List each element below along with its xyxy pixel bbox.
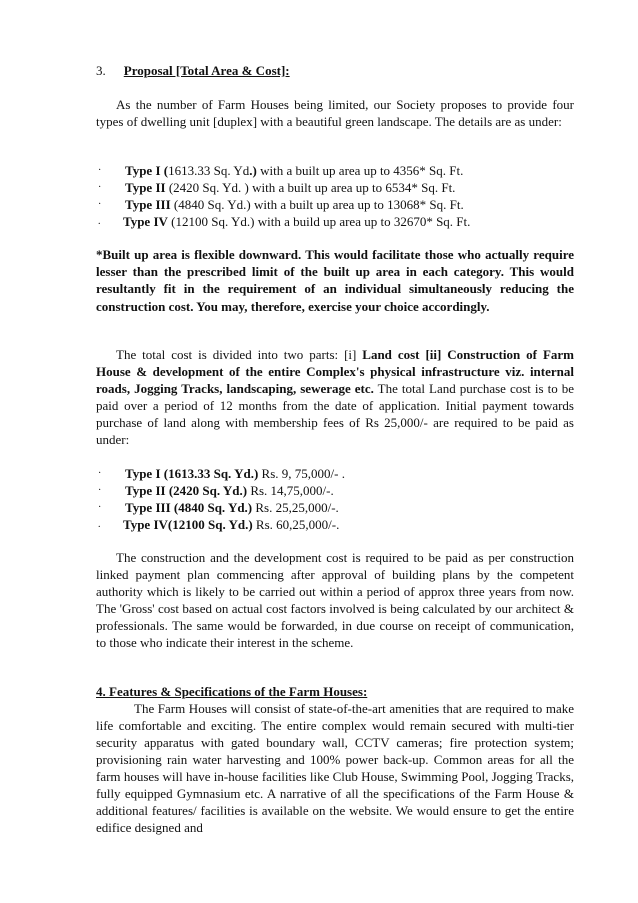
- section-3-heading: [96, 62, 574, 79]
- payment-type: Type I (1613.33 Sq. Yd.): [125, 466, 259, 481]
- cost-paragraph-intro: The total cost is divided into two parts: [i]: [116, 347, 363, 362]
- type-paren: (: [160, 163, 169, 178]
- payment-type: Type III (4840 Sq. Yd.): [125, 500, 253, 515]
- type-size: 1613.33 Sq. Yd: [168, 163, 250, 178]
- type-detail: with a build up area up to 32670* Sq. Ft.: [254, 214, 471, 229]
- list-bullet: ·: [98, 485, 102, 496]
- cost-paragraph: [96, 346, 574, 448]
- cost-paragraph-bold: Land cost [ii] Construction of Farm House & development of the entire Complex's physical infrastructure viz. internal roads, Jogging Tracks, landscaping, sewerage etc.: [96, 347, 574, 396]
- type-paren: (: [165, 180, 174, 195]
- type-size: 12100 Sq. Yd.): [175, 214, 255, 229]
- type-detail: with a built up area up to 4356* Sq. Ft.: [256, 163, 464, 178]
- payment-type: Type II (2420 Sq. Yd.): [125, 483, 248, 498]
- type-size: 4840 Sq. Yd.): [178, 197, 251, 212]
- list-bullet: ·: [98, 165, 102, 176]
- list-bullet: ·: [98, 182, 102, 193]
- payment-amount: Rs. 14,75,000/-.: [247, 483, 334, 498]
- list-bullet: ·: [98, 199, 102, 210]
- type-paren: (: [167, 214, 176, 229]
- list-bullet: ·: [98, 502, 102, 513]
- section-4-heading: 4. Features & Specifications of the Farm Houses:: [96, 684, 368, 699]
- payment-list-item: [96, 465, 574, 482]
- payment-list-item: [96, 516, 574, 533]
- payment-amount: Rs. 60,25,000/-.: [252, 517, 340, 532]
- type-detail: with a built up area up to 6534* Sq. Ft.: [248, 180, 456, 195]
- type-paren: (: [170, 197, 179, 212]
- type-name: Type II: [125, 180, 166, 195]
- type-list-item: [96, 162, 574, 179]
- payment-list-item: [96, 499, 574, 516]
- type-size-close: .): [249, 163, 257, 178]
- payment-type: Type IV(12100 Sq. Yd.): [123, 517, 253, 532]
- cost-paragraph-rest: The total Land purchase cost is to be paid over a period of 12 months from the date of application. Initial payment towards purchase of land along with membership fees of Rs 25,000/- are required to be paid as under:: [96, 381, 574, 447]
- type-list-item: [96, 179, 574, 196]
- list-bullet: .: [98, 216, 101, 227]
- payment-amount: Rs. 9, 75,000/- .: [258, 466, 345, 481]
- list-bullet: .: [98, 519, 101, 530]
- type-size: 2420 Sq. Yd. ): [173, 180, 249, 195]
- intro-paragraph: As the number of Farm Houses being limited, our Society proposes to provide four types of dwelling unit [duplex] with a beautiful green landscape. The details are as under:: [96, 97, 574, 129]
- type-list-item: [96, 196, 574, 213]
- type-name: Type I: [125, 163, 161, 178]
- payment-list-item: [96, 482, 574, 499]
- features-paragraph: The Farm Houses will consist of state-of-the-art amenities that are required to make life comfortable and exciting. The entire complex would remain secured with multi-tier security apparatus with gated boundary wall, CCTV cameras; fire protection system; provisioning rain water harvesting and 100% power back-up. Common areas for all the farm houses will have in-house facilities like Club House, Swimming Pool, Jogging Tracks, fully equipped Gymnasium etc. A narrative of all the specifications of the Farm House & additional features/ facilities is available on the website. We would ensure to get the entire edifice designed and: [96, 701, 574, 835]
- section-3-number: 3.: [96, 63, 106, 78]
- construction-paragraph: The construction and the development cost is required to be paid as per construction linked payment plan commencing after approval of building plans by the competent authority which is likely to be carried out within a period of approx three years from now. The 'Gross' cost based on actual cost factors involved is being calculated by our architect & professionals. The same would be forwarded, in due course on receipt of communication, to those who indicate their interest in the scheme.: [96, 550, 574, 650]
- built-up-area-note: *Built up area is flexible downward. This would facilitate those who actually require lesser than the prescribed limit of the built up area in each category. This would resultantly fit in the requirement of an individual simultaneously reducing the construction cost. You may, therefore, exercise your choice accordingly.: [96, 247, 574, 314]
- type-name: Type IV: [123, 214, 168, 229]
- type-name: Type III: [125, 197, 171, 212]
- payment-amount: Rs. 25,25,000/-.: [252, 500, 339, 515]
- type-detail: with a built up area up to 13068* Sq. Ft.: [250, 197, 464, 212]
- list-bullet: ·: [98, 468, 102, 479]
- type-list-item: [96, 213, 574, 230]
- section-3-title: Proposal [Total Area & Cost]:: [123, 63, 290, 78]
